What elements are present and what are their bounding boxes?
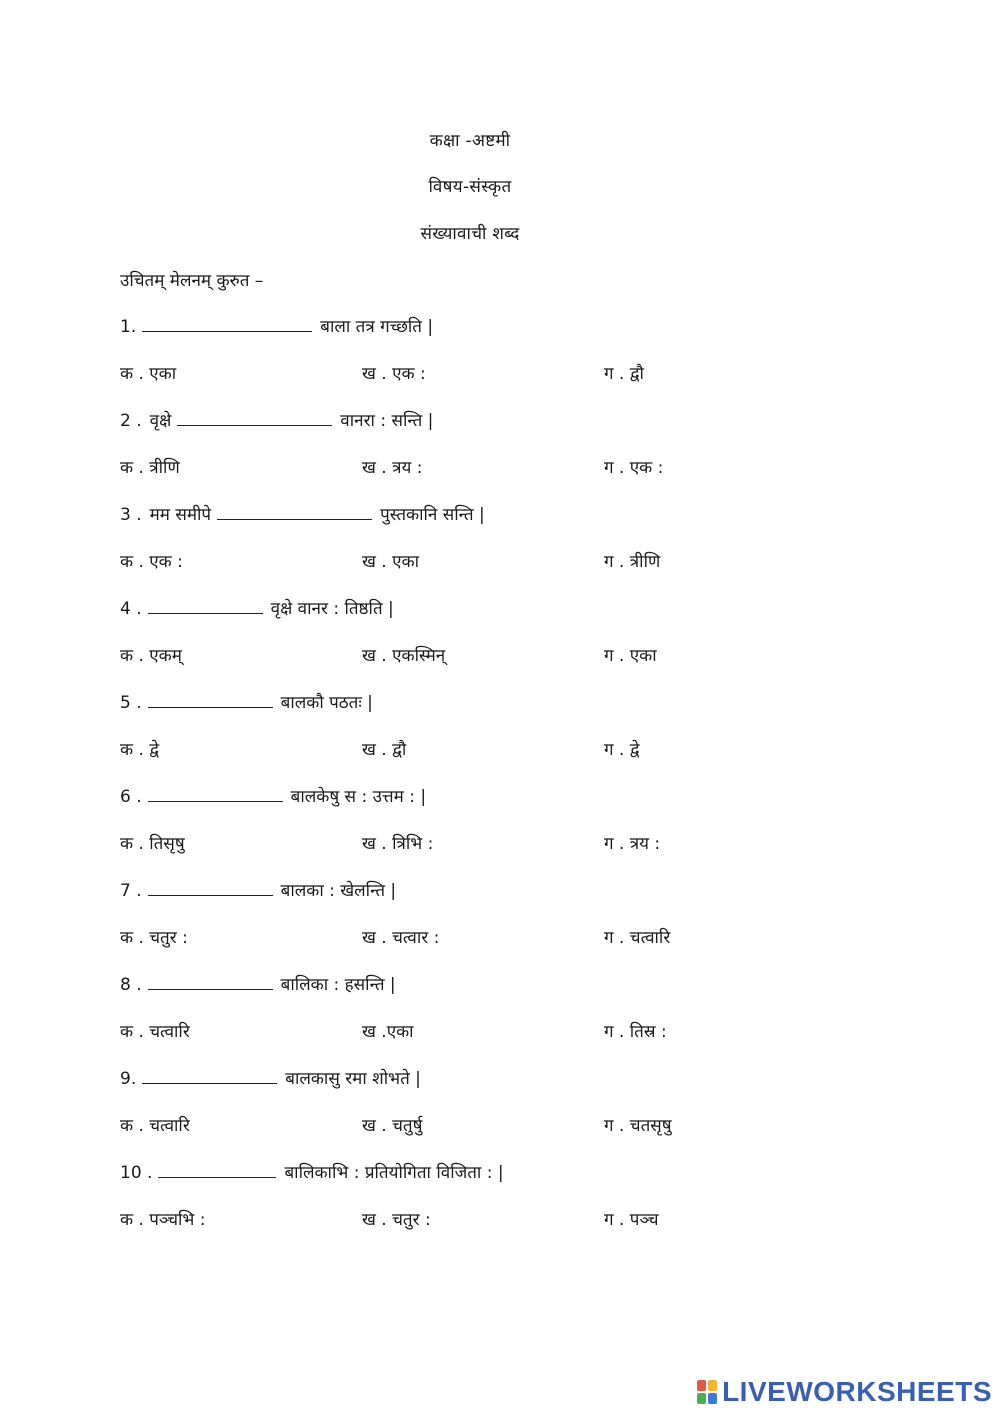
question-text-after: पुस्तकानि सन्ति | — [380, 505, 485, 525]
answer-blank[interactable] — [142, 1069, 277, 1084]
option-a: क . द्वे — [120, 740, 160, 760]
question-9 — [120, 1066, 421, 1089]
option-c: ग . चतसृषु — [604, 1116, 672, 1136]
option-b: ख . एक : — [362, 364, 426, 384]
question-number: 2 . — [120, 411, 142, 431]
option-a: क . चत्वारि — [120, 1116, 190, 1136]
option-a: क . पञ्चभि : — [120, 1210, 206, 1230]
option-c: ग . एक : — [604, 458, 664, 478]
option-b: ख .एका — [362, 1022, 414, 1042]
question-number: 1. — [120, 317, 137, 337]
answer-blank[interactable] — [148, 975, 273, 990]
option-c: ग . द्वौ — [604, 364, 644, 384]
question-number: 9. — [120, 1069, 137, 1089]
question-8 — [120, 972, 396, 995]
option-c: ग . चत्वारि — [604, 928, 671, 948]
option-a: क . तिसृषु — [120, 834, 185, 854]
option-b: ख . त्रय : — [362, 458, 423, 478]
question-text-after: बालिका : हसन्ति | — [280, 975, 396, 995]
option-c: ग . त्रय : — [604, 834, 661, 854]
question-5 — [120, 690, 373, 713]
liveworksheets-wordmark: LIVEWORKSHEETS — [722, 1376, 992, 1407]
question-text-after: बाला तत्र गच्छति | — [320, 317, 434, 337]
option-b: ख . चतुर : — [362, 1210, 431, 1230]
option-a: क . एक : — [120, 552, 183, 572]
answer-blank[interactable] — [142, 317, 312, 332]
option-c: ग . त्रीणि — [604, 552, 661, 572]
question-10 — [120, 1160, 504, 1183]
question-number: 7 . — [120, 881, 142, 901]
question-number: 8 . — [120, 975, 142, 995]
question-text-after: बालका : खेलन्ति | — [280, 881, 397, 901]
answer-blank[interactable] — [158, 1163, 276, 1178]
option-c: ग . पञ्च — [604, 1210, 659, 1230]
question-4 — [120, 596, 394, 619]
question-number: 4 . — [120, 599, 142, 619]
option-a: क . त्रीणि — [120, 458, 180, 478]
question-text-after: बालिकाभि : प्रतियोगिता विजिता : | — [284, 1163, 504, 1183]
answer-blank[interactable] — [148, 693, 273, 708]
option-a: क . एका — [120, 364, 177, 384]
question-number: 3 . — [120, 505, 142, 525]
answer-blank[interactable] — [148, 599, 263, 614]
option-b: ख . एका — [362, 552, 419, 572]
question-1 — [120, 314, 433, 337]
answer-blank[interactable] — [148, 881, 273, 896]
option-b: ख . चत्वार : — [362, 928, 440, 948]
question-number: 6 . — [120, 787, 142, 807]
option-c: ग . तिस्र : — [604, 1022, 667, 1042]
question-text-after: वानरा : सन्ति | — [340, 411, 434, 431]
option-b: ख . एकस्मिन् — [362, 646, 446, 666]
question-3 — [120, 502, 485, 525]
question-text-after: वृक्षे वानर : तिष्ठति | — [270, 599, 394, 619]
question-number: 10 . — [120, 1163, 153, 1183]
question-text-before: वृक्षे — [149, 411, 172, 431]
class-heading: कक्षा -अष्टमी — [429, 131, 511, 151]
answer-blank[interactable] — [177, 411, 332, 426]
option-b: ख . द्वौ — [362, 740, 407, 760]
option-c: ग . द्वे — [604, 740, 640, 760]
question-text-after: बालकौ पठतः | — [280, 693, 373, 713]
option-a: क . एकम् — [120, 646, 182, 666]
answer-blank[interactable] — [217, 505, 372, 520]
question-number: 5 . — [120, 693, 142, 713]
option-c: ग . एका — [604, 646, 657, 666]
question-2 — [120, 408, 433, 431]
option-a: क . चतुर : — [120, 928, 188, 948]
question-text-before: मम समीपे — [149, 505, 212, 525]
option-b: ख . त्रिभि : — [362, 834, 434, 854]
question-text-after: बालकेषु स : उत्तम : | — [290, 787, 427, 807]
topic-heading: संख्यावाची शब्द — [420, 224, 520, 244]
option-a: क . चत्वारि — [120, 1022, 190, 1042]
question-6 — [120, 784, 426, 807]
subject-heading: विषय-संस्कृत — [428, 177, 512, 197]
question-7 — [120, 878, 396, 901]
option-b: ख . चतुर्षु — [362, 1116, 423, 1136]
question-text-after: बालकासु रमा शोभते | — [285, 1069, 421, 1089]
liveworksheets-mark-icon — [696, 1379, 718, 1405]
liveworksheets-logo — [696, 1377, 992, 1407]
answer-blank[interactable] — [148, 787, 283, 802]
instruction: उचितम् मेलनम् कुरुत – — [120, 271, 264, 291]
